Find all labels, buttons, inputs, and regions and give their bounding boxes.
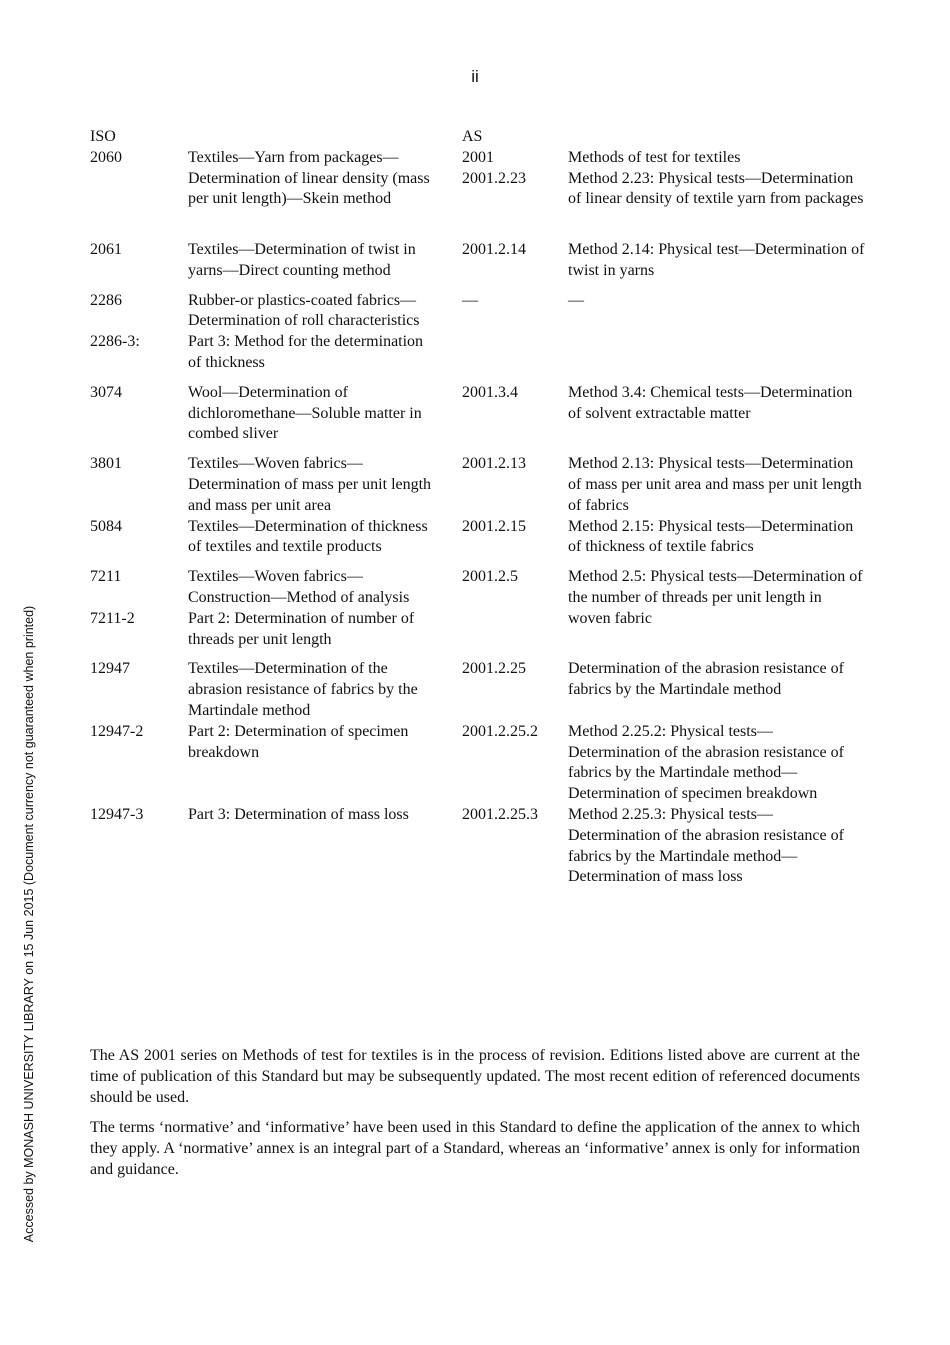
page-number: ii — [471, 67, 479, 86]
as-title: Determination of the abrasion resistance of fabrics by the Martindale method — [568, 660, 844, 699]
as-title: Method 2.25.2: Physical tests—Determination of the abrasion resistance of fabrics by the Martindale method—Determination of specimen breakdown — [568, 722, 844, 803]
table-row — [90, 650, 865, 721]
iso-number: 12947 — [90, 660, 130, 678]
notes-section — [90, 1046, 860, 1191]
as-title: Method 3.4: Chemical tests—Determination of solvent extractable matter — [568, 383, 853, 422]
annex-definition-note: The terms ‘normative’ and ‘informative’ have been used in this Standard to define the application of the annex to which they apply. A ‘normative’ annex is an integral part of a Standard, whereas an ‘informative’ annex is only for information and guidance. — [90, 1119, 860, 1178]
as-title: Method 2.15: Physical tests—Determination of thickness of textile fabrics — [568, 517, 854, 556]
as-title — [568, 332, 865, 374]
iso-title: Part 2: Determination of specimen breakdown — [188, 722, 409, 761]
iso-number: 7211-2 — [90, 609, 135, 627]
iso-title: Textiles—Determination of the abrasion resistance of fabrics by the Martindale method — [188, 660, 418, 719]
as-number: 2001.2.5 — [462, 568, 518, 586]
iso-number: 2286 — [90, 291, 122, 309]
iso-number: 2061 — [90, 240, 122, 258]
as-number: 2001.2.25.3 — [462, 805, 538, 823]
iso-number: 7211 — [90, 568, 122, 586]
table-row — [90, 558, 865, 609]
iso-title: Textiles—Woven fabrics—Determination of mass per unit length and mass per unit area — [188, 455, 432, 514]
iso-title: Textiles—Yarn from packages—Determination of linear density (mass per unit length)—Skein method — [188, 148, 430, 208]
iso-title: Part 3: Determination of mass loss — [188, 805, 409, 823]
revision-note: The AS 2001 series on Methods of test for textiles is in the process of revision. Editions listed above are current at the time of publication of this Standard but may be subsequently updated. The most recent edition of referenced documents should be used. — [90, 1047, 860, 1106]
iso-title: Part 3: Method for the determination of thickness — [188, 333, 424, 371]
iso-number: 12947-2 — [90, 722, 144, 740]
iso-number — [90, 169, 188, 231]
iso-title: Textiles—Determination of twist in yarns—Direct counting method — [188, 240, 416, 279]
reference-table — [90, 127, 865, 888]
as-number: 2001.2.13 — [462, 455, 526, 473]
as-number: 2001.2.23 — [462, 169, 526, 187]
as-number: 2001 — [462, 148, 494, 166]
as-title: Methods of test for textiles — [568, 148, 741, 166]
table-row — [90, 517, 865, 559]
as-title: Method 2.14: Physical test—Determination of twist in yarns — [568, 240, 865, 279]
iso-number: 2286-3: — [90, 333, 140, 351]
table-row — [90, 445, 865, 516]
as-number: 2001.3.4 — [462, 383, 518, 401]
as-number: — — [462, 291, 478, 309]
iso-title: Wool—Determination of dichloromethane—Soluble matter in combed sliver — [188, 383, 422, 443]
iso-number: 2060 — [90, 148, 122, 166]
iso-title: Textiles—Determination of thickness of textiles and textile products — [188, 517, 428, 556]
iso-number: 12947-3 — [90, 805, 144, 823]
table-row — [90, 231, 865, 282]
as-title: Method 2.23: Physical tests—Determination of linear density of textile yarn from packages — [568, 169, 864, 208]
as-number: 2001.2.15 — [462, 517, 526, 535]
as-title: Method 2.25.3: Physical tests—Determination of the abrasion resistance of fabrics by the Martindale method—Determination of mass loss — [568, 805, 844, 886]
as-number: 2001.2.14 — [462, 240, 526, 258]
iso-title: Textiles—Woven fabrics—Construction—Method of analysis — [188, 568, 410, 606]
table-row — [90, 722, 865, 805]
table-row — [90, 169, 865, 231]
table-row — [90, 282, 865, 333]
as-title: Method 2.5: Physical tests—Determination of the number of threads per unit length in woven fabric — [568, 568, 863, 627]
as-title: Method 2.13: Physical tests—Determination of mass per unit area and mass per unit length of fabrics — [568, 455, 862, 514]
iso-number: 3801 — [90, 455, 122, 473]
iso-title: Part 2: Determination of number of threads per unit length — [188, 609, 415, 648]
as-number — [462, 332, 568, 374]
iso-number: 5084 — [90, 517, 122, 535]
table-header-row — [90, 127, 865, 148]
as-number: 2001.2.25 — [462, 660, 526, 678]
access-watermark: Accessed by MONASH UNIVERSITY LIBRARY on 15 Jun 2015 (Document currency not guaranteed when printed) — [22, 605, 36, 1243]
iso-title: Rubber-or plastics-coated fabrics—Determination of roll characteristics — [188, 291, 420, 330]
iso-column-header: ISO — [90, 128, 116, 145]
as-title: — — [568, 291, 584, 309]
as-column-header: AS — [462, 128, 483, 145]
table-row — [90, 374, 865, 445]
as-number: 2001.2.25.2 — [462, 722, 538, 740]
iso-number: 3074 — [90, 383, 122, 401]
table-row — [90, 805, 865, 888]
table-row — [90, 332, 865, 374]
